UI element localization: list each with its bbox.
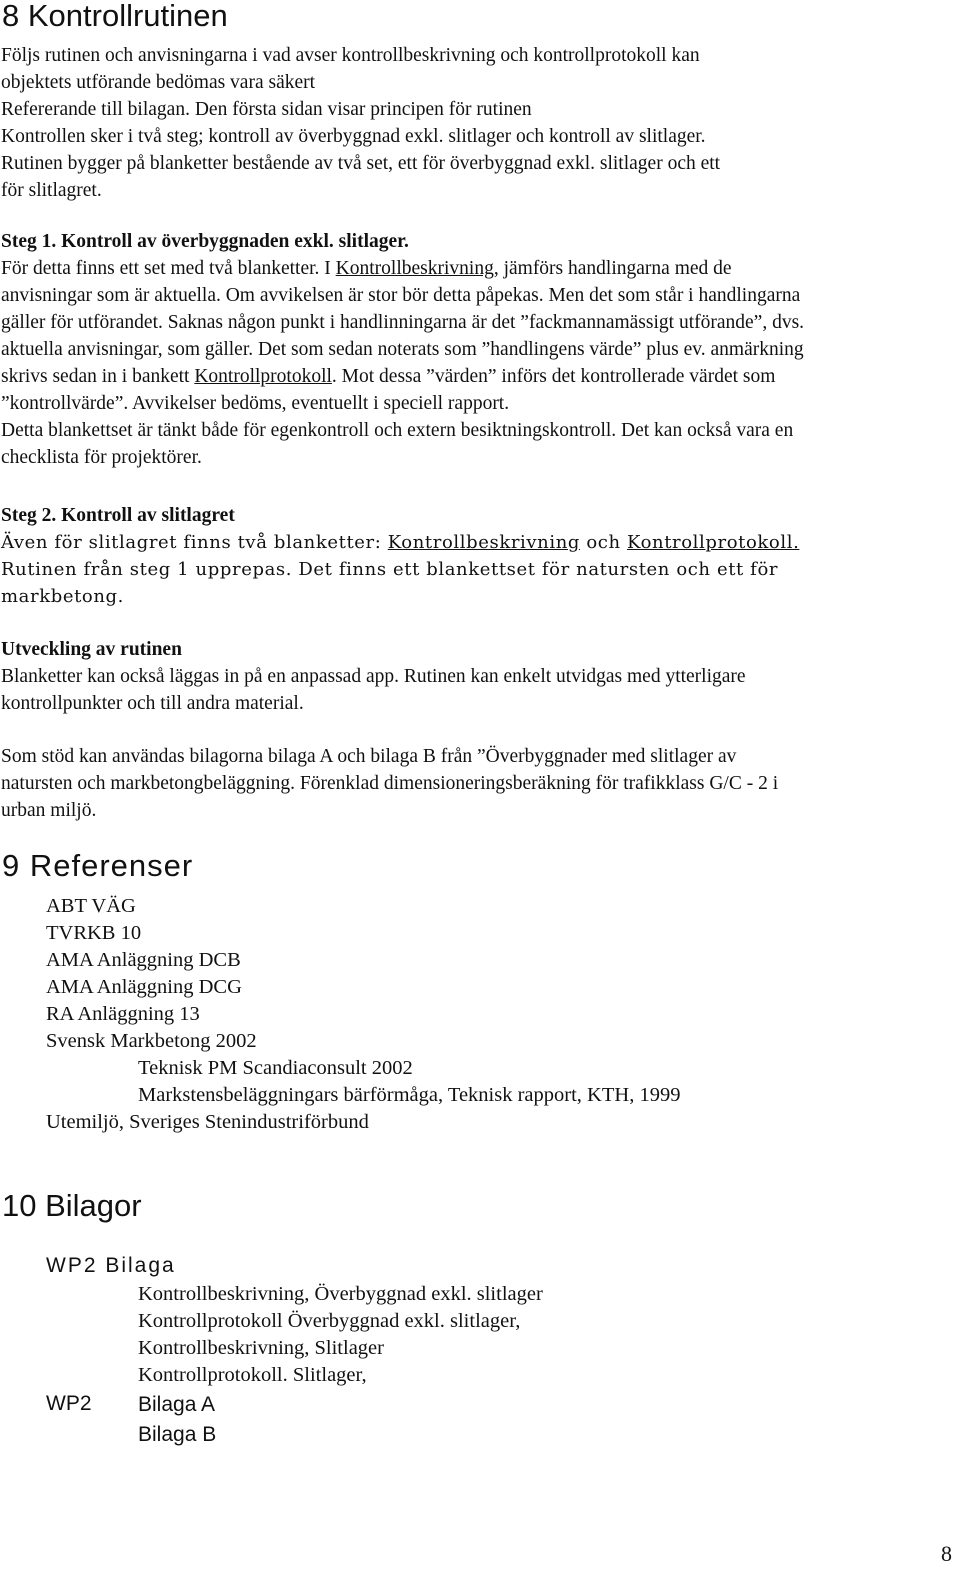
step-1-line	[1, 363, 957, 390]
page-number: 8	[941, 1541, 952, 1566]
wp2-short-label: WP2	[46, 1392, 92, 1415]
appendix-item: Bilaga B	[138, 1423, 217, 1446]
development-line: Blanketter kan också läggas in på en anpassad app. Rutinen kan enkelt utvidgas med ytterligare	[1, 666, 746, 687]
reference-item: TVRKB 10	[46, 922, 142, 944]
step-1-line: anvisningar som är aktuella. Om avvikelsen är stor bör detta påpekas. Men det som står i handlingarna	[1, 285, 801, 306]
step-1-block	[1, 228, 957, 471]
step-1-line: Detta blankettset är tänkt både för egenkontroll och extern besiktningskontroll. Det kan också vara en	[1, 420, 794, 441]
section-10-heading: 10 Bilagor	[2, 1188, 142, 1223]
text: För detta finns ett set med två blanketter. I	[1, 258, 336, 279]
step-1-line	[1, 255, 957, 282]
step-1-title-dot: .	[404, 231, 409, 252]
intro-line: Kontrollen sker i två steg; kontroll av överbyggnad exkl. slitlager och kontroll av slitlager.	[1, 126, 706, 147]
reference-item: Utemiljö, Sveriges Stenindustriförbund	[46, 1111, 369, 1133]
kontrollprotokoll-link[interactable]: Kontrollprotokoll.	[627, 532, 800, 553]
sub-reference-item: Markstensbeläggningars bärförmåga, Teknisk rapport, KTH, 1999	[138, 1084, 681, 1106]
text: och	[580, 532, 627, 553]
section-8-heading: 8 Kontrollrutinen	[2, 0, 228, 33]
section-8-intro	[1, 42, 957, 204]
kontrollprotokoll-link[interactable]: Kontrollprotokoll	[194, 366, 332, 387]
reference-item: AMA Anläggning DCG	[46, 976, 242, 998]
development-title: Utveckling av rutinen	[1, 639, 182, 660]
step-2-line: markbetong.	[1, 586, 124, 607]
support-line: Som stöd kan användas bilagorna bilaga A och bilaga B från ”Överbyggnader med slitlager av	[1, 746, 737, 767]
form-item: Kontrollbeskrivning, Överbyggnad exkl. slitlager	[138, 1283, 543, 1305]
step-2-block	[1, 502, 957, 610]
kontrollbeskrivning-link[interactable]: Kontrollbeskrivning	[387, 532, 581, 553]
step-2-title	[1, 502, 957, 529]
sub-reference-item: Teknisk PM Scandiaconsult 2002	[138, 1057, 413, 1079]
text: skrivs sedan in i bankett	[1, 366, 195, 387]
text: Kontroll av slitlagret	[61, 505, 235, 526]
kontrollbeskrivning-link[interactable]: Kontrollbeskrivning,	[335, 258, 499, 279]
reference-list	[46, 893, 680, 1136]
intro-line: Refererande till bilagan. Den första sidan visar principen för rutinen	[1, 99, 532, 120]
form-item: Kontrollprotokoll. Slitlager,	[138, 1364, 367, 1386]
reference-item: AMA Anläggning DCB	[46, 949, 241, 971]
text: . Mot dessa ”värden” införs det kontrollerade värdet som	[331, 366, 776, 387]
form-item: Kontrollbeskrivning, Slitlager	[138, 1337, 384, 1359]
support-block	[1, 743, 957, 824]
reference-item: ABT VÄG	[46, 895, 136, 917]
intro-line: för slitlagret.	[1, 180, 102, 201]
step-1-line: checklista för projektörer.	[1, 447, 202, 468]
text: Steg 2.	[1, 505, 62, 526]
intro-line: Rutinen bygger på blanketter bestående av två set, ett för överbyggnad exkl. slitlager och ett	[1, 153, 721, 174]
wp2-bilaga-label: WP2 Bilaga	[46, 1254, 176, 1277]
form-item: Kontrollprotokoll Överbyggnad exkl. slitlager,	[138, 1310, 521, 1332]
development-line: kontrollpunkter och till andra material.	[1, 693, 304, 714]
reference-item: RA Anläggning 13	[46, 1003, 200, 1025]
intro-line: Följs rutinen och anvisningarna i vad avser kontrollbeskrivning och kontrollprotokoll kan	[1, 45, 700, 66]
appendix-item: Bilaga A	[138, 1393, 216, 1416]
step-1-line: gäller för utförandet. Saknas någon punkt i handlinningarna är det ”fackmannamässigt utförande”, dvs.	[1, 312, 805, 333]
step-2-line: Rutinen från steg 1 upprepas. Det finns ett blankettset för natursten och ett för	[1, 559, 779, 580]
step-1-title-text: Steg 1. Kontroll av överbyggnaden exkl. slitlager	[1, 231, 405, 252]
development-block	[1, 636, 957, 717]
step-1-line: ”kontrollvärde”. Avvikelser bedöms, eventuellt i speciell rapport.	[1, 393, 510, 414]
text: Även för slitlagret finns två blanketter:	[1, 532, 388, 553]
reference-item: Svensk Markbetong 2002	[46, 1030, 257, 1052]
text: jämförs handlingarna med de	[498, 258, 732, 279]
support-line: urban miljö.	[1, 800, 97, 821]
form-list	[138, 1281, 543, 1389]
intro-line: objektets utförande bedömas vara säkert	[1, 72, 316, 93]
step-1-title	[1, 228, 957, 255]
step-1-line: aktuella anvisningar, som gäller. Det som sedan noterats som ”handlingens värde” plus ev. anmärkning	[1, 339, 804, 360]
appendix-list	[138, 1390, 216, 1450]
support-line: natursten och markbetongbeläggning. Förenklad dimensioneringsberäkning för trafikklass G/C - 2 i	[1, 773, 779, 794]
step-2-line	[1, 529, 957, 556]
section-9-heading: 9 Referenser	[2, 848, 194, 883]
